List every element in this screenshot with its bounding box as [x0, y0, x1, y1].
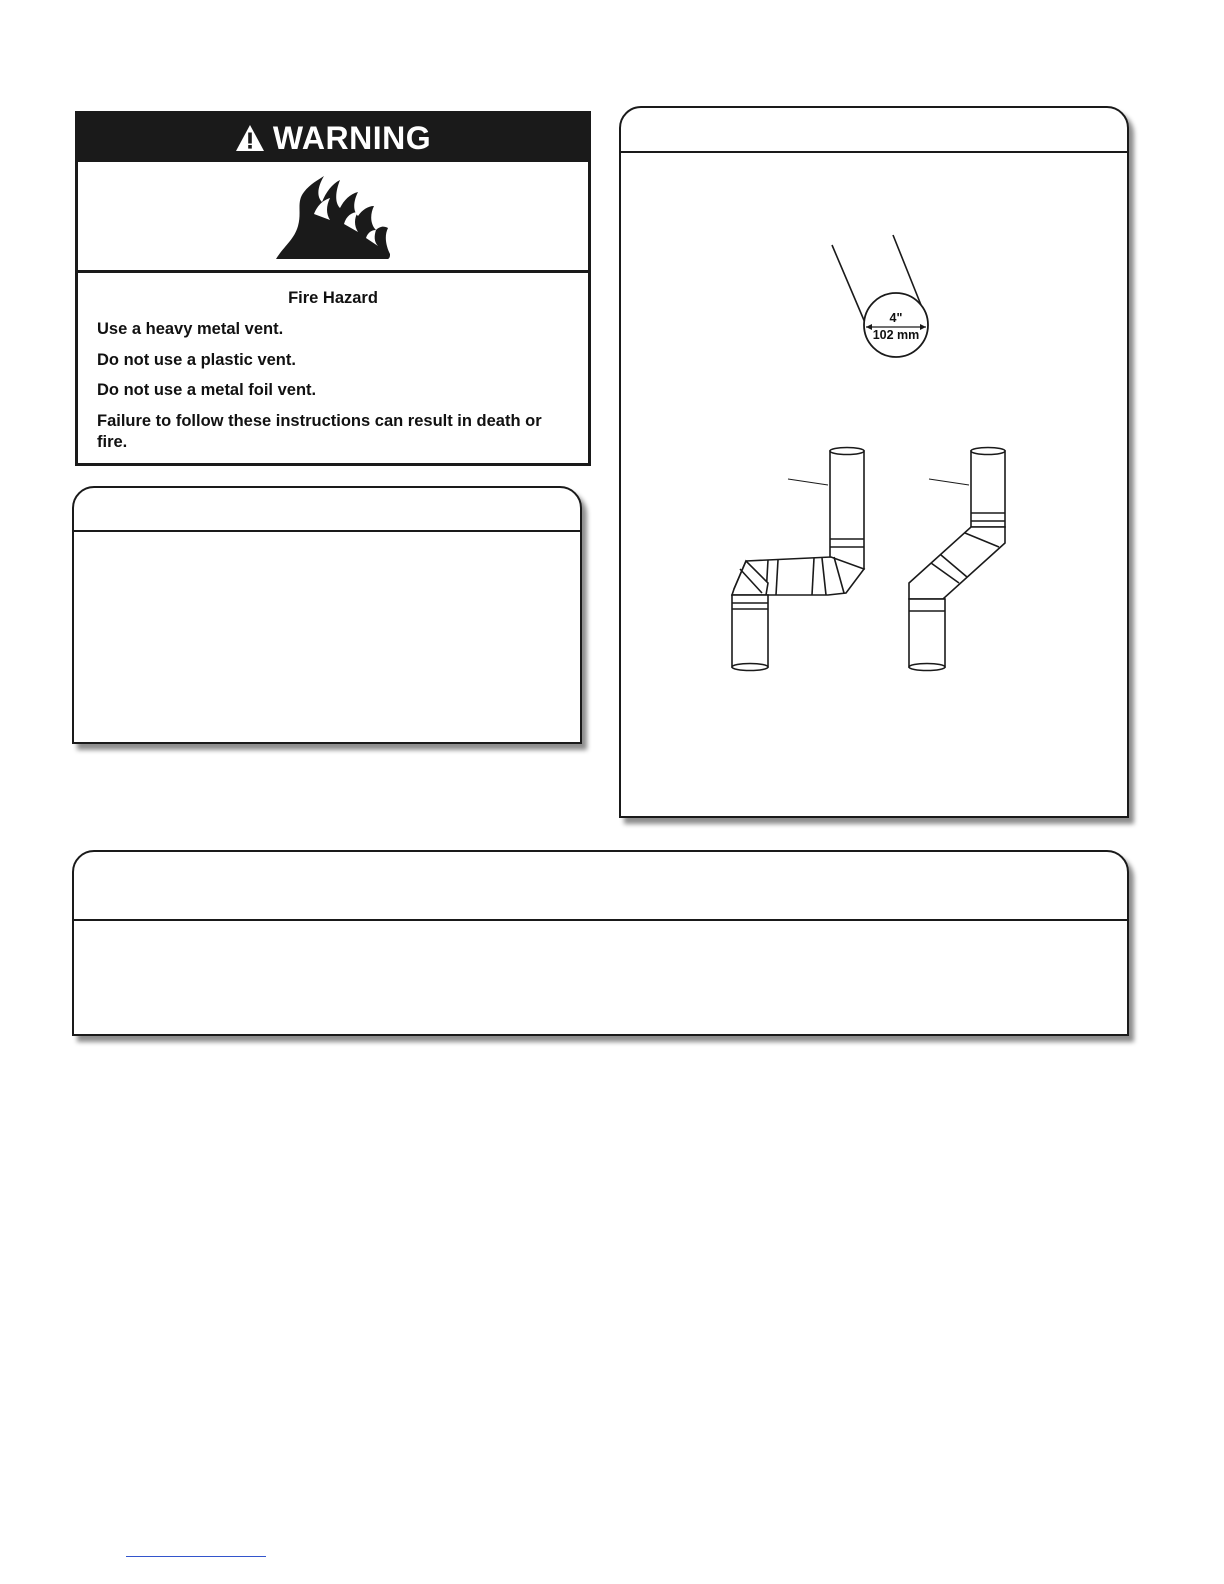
vent-diameter-mm: 102 mm — [872, 328, 920, 342]
fire-hazard-warning-box — [75, 111, 591, 466]
left-info-panel — [72, 486, 582, 744]
vent-diameter-diagram — [821, 233, 941, 368]
offset-vent-angled-illustration — [901, 443, 1021, 673]
panel-header-rule — [74, 919, 1127, 921]
vent-diagram-panel — [619, 106, 1129, 818]
panel-header-rule — [74, 530, 580, 532]
hazard-consequence: Failure to follow these instructions can result in death or fire. — [97, 412, 542, 451]
panel-header-rule — [621, 151, 1127, 153]
offset-vent-elbows-illustration — [716, 443, 866, 673]
hazard-title: Fire Hazard — [288, 289, 378, 307]
warning-header — [78, 114, 588, 162]
warning-pictogram-area — [78, 162, 588, 273]
hazard-instruction: Do not use a metal foil vent. — [97, 381, 317, 399]
warning-triangle-icon — [235, 124, 265, 152]
hazard-instruction: Use a heavy metal vent. — [97, 320, 284, 338]
hazard-instruction: Do not use a plastic vent. — [97, 351, 296, 369]
footer-link-underline[interactable] — [126, 1556, 266, 1557]
vent-diameter-inches: 4" — [889, 311, 903, 325]
warning-title: WARNING — [272, 119, 432, 156]
hazard-text-area — [78, 273, 588, 463]
fire-icon — [274, 174, 394, 262]
bottom-info-panel — [72, 850, 1129, 1036]
